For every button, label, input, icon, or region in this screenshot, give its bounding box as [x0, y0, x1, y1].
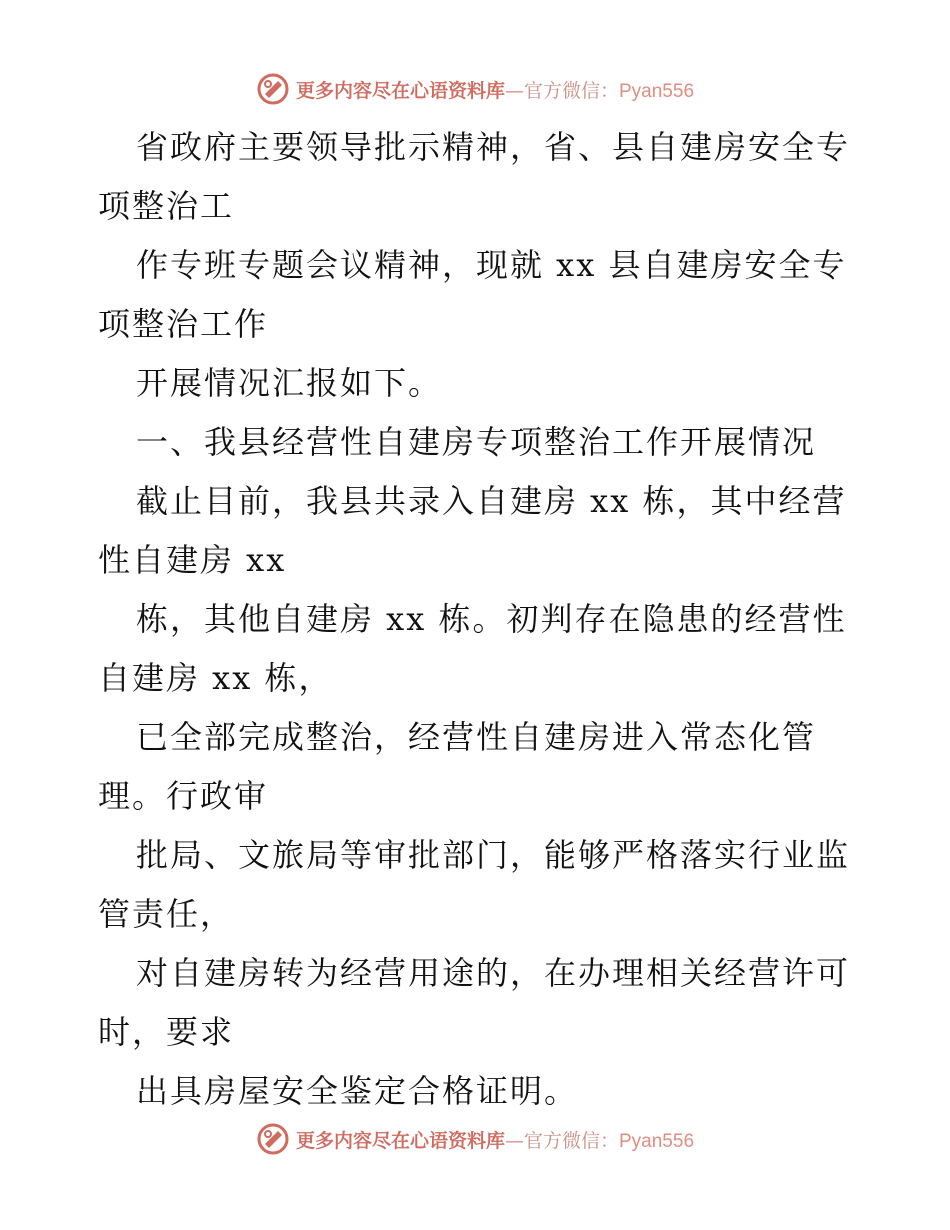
footer-watermark	[0, 1122, 950, 1156]
paragraph-line-rest: 时，要求	[98, 1013, 235, 1051]
paragraph-8	[98, 826, 858, 944]
paragraph-10	[98, 1062, 858, 1121]
paragraph-line-first: 作专班专题会议精神，现就 xx 县自建房安全专	[136, 246, 847, 284]
watermark-text	[296, 76, 694, 103]
paragraph-line-first: 截止目前，我县共录入自建房 xx 栋，其中经营	[136, 482, 847, 520]
watermark-id: Pyan556	[619, 80, 695, 102]
paragraph-line-first: 出具房屋安全鉴定合格证明。	[136, 1072, 579, 1110]
document-body	[98, 118, 858, 1121]
paragraph-line-rest: 项整治工作	[98, 305, 269, 343]
paragraph-line-first: 对自建房转为经营用途的，在办理相关经营许可	[136, 954, 851, 992]
watermark-dash: —	[504, 1129, 524, 1152]
paragraph-6	[98, 590, 858, 708]
watermark-brand: 更多内容尽在心语资料库	[295, 79, 505, 102]
paragraph-line-first: 省政府主要领导批示精神，省、县自建房安全专	[136, 128, 851, 166]
paragraph-2	[98, 236, 858, 354]
paragraph-line-rest: 管责任，	[98, 895, 235, 933]
watermark-id: Pyan556	[619, 1130, 695, 1152]
watermark-logo-icon	[256, 1122, 290, 1156]
paragraph-3	[98, 354, 858, 413]
paragraph-line-first: 栋，其他自建房 xx 栋。初判存在隐患的经营性	[136, 600, 847, 638]
paragraph-line-rest: 性自建房 xx	[98, 541, 287, 579]
watermark-official: 官方微信：	[523, 1129, 619, 1152]
paragraph-line-rest: 项整治工	[98, 187, 235, 225]
paragraph-line-rest: 理。行政审	[98, 777, 269, 815]
paragraph-7	[98, 708, 858, 826]
paragraph-line-first: 开展情况汇报如下。	[136, 364, 443, 402]
watermark-brand: 更多内容尽在心语资料库	[295, 1129, 505, 1152]
watermark-dash: —	[504, 79, 524, 102]
watermark-text	[296, 1126, 694, 1153]
watermark-logo-icon	[256, 72, 290, 106]
paragraph-line-first: 一、我县经营性自建房专项整治工作开展情况	[136, 423, 817, 461]
paragraph-line-rest: 自建房 xx 栋，	[98, 659, 333, 697]
section-heading	[98, 413, 858, 472]
paragraph-5	[98, 472, 858, 590]
paragraph-line-first: 已全部完成整治，经营性自建房进入常态化管	[136, 718, 817, 756]
paragraph-line-first: 批局、文旅局等审批部门，能够严格落实行业监	[136, 836, 851, 874]
paragraph-1	[98, 118, 858, 236]
watermark-official: 官方微信：	[523, 79, 619, 102]
paragraph-9	[98, 944, 858, 1062]
header-watermark	[0, 72, 950, 106]
